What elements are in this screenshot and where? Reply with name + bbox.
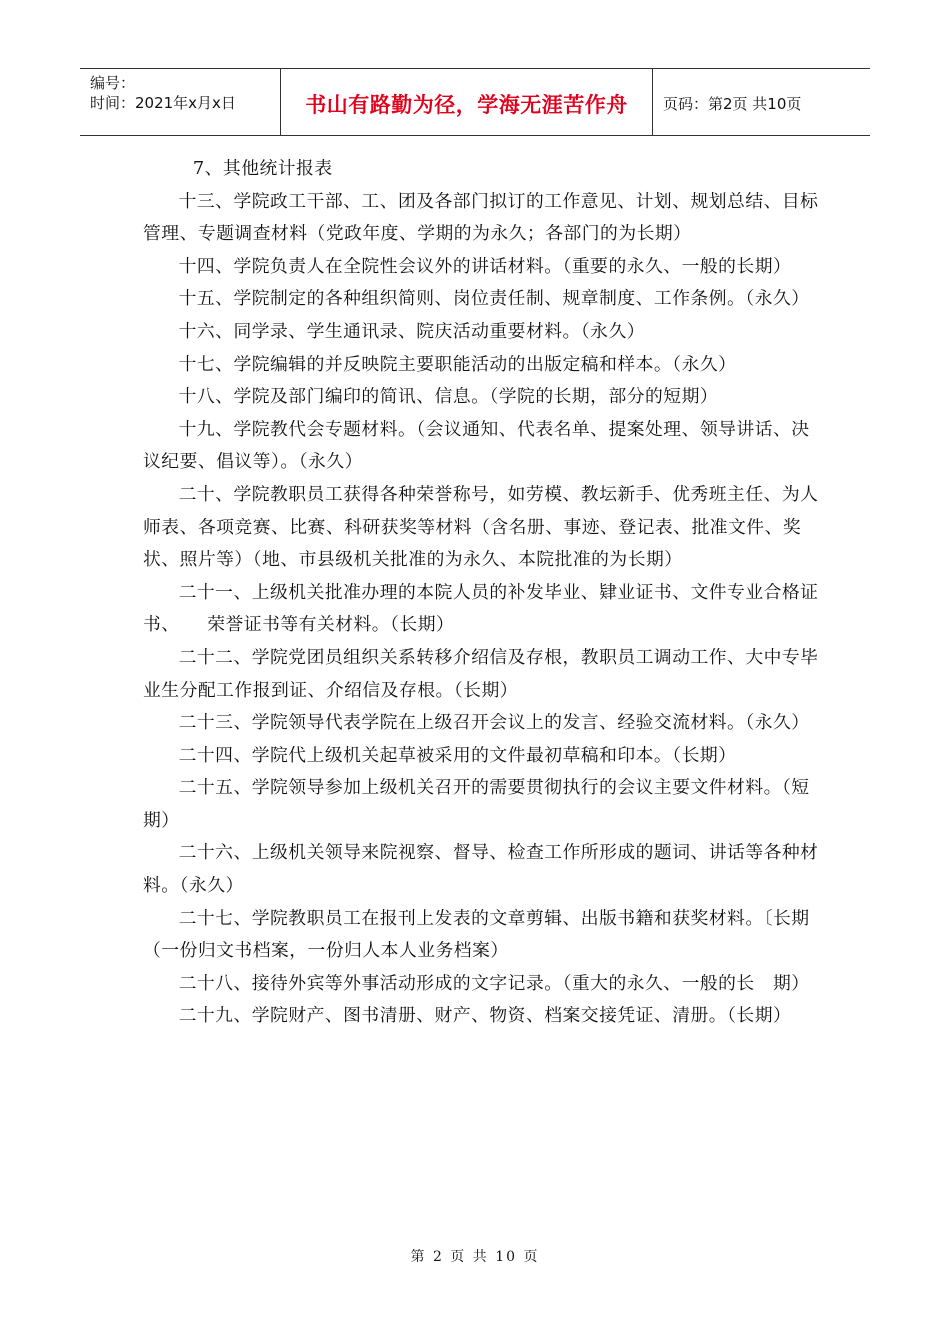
document-date-label: 时间：2021年x月x日 — [90, 94, 236, 112]
page-header — [80, 68, 870, 136]
page-footer: 第 2 页 共 10 页 — [410, 1249, 540, 1265]
body-paragraph: 二十九、学院财产、图书清册、财产、物资、档案交接凭证、清册。（长期） — [178, 1005, 792, 1027]
document-code-label: 编号： — [90, 74, 136, 92]
header-motto-cell — [281, 69, 653, 135]
document-body — [143, 153, 825, 1033]
body-paragraph: 二十一、上级机关批准办理的本院人员的补发毕业、肄业证书、文件专业合格证书、 荣誉证书等有关材料。（长期） — [143, 581, 819, 636]
header-page-info-cell — [653, 69, 870, 135]
body-paragraph: 十九、学院教代会专题材料。（会议通知、代表名单、提案处理、领导讲话、决议纪要、倡议等）。（永久） — [143, 418, 810, 473]
body-paragraph: 十七、学院编辑的并反映院主要职能活动的出版定稿和样本。（永久） — [178, 353, 737, 375]
body-paragraph: 7、其他统计报表 — [192, 158, 333, 179]
body-paragraph: 二十三、学院领导代表学院在上级召开会议上的发言、经验交流材料。（永久） — [178, 712, 810, 734]
body-paragraph: 二十二、学院党团员组织关系转移介绍信及存根，教职员工调动工作、大中专毕业生分配工作报到证、介绍信及存根。（长期） — [143, 646, 819, 701]
header-motto: 书山有路勤为径，学海无涯苦作舟 — [305, 93, 628, 117]
body-paragraph: 二十四、学院代上级机关起草被采用的文件最初草稿和印本。（长期） — [178, 744, 737, 766]
body-paragraph: 二十八、接待外宾等外事活动形成的文字记录。（重大的永久、一般的长 期） — [178, 972, 810, 994]
body-paragraph: 十三、学院政工干部、工、团及各部门拟订的工作意见、计划、规划总结、目标管理、专题调查材料（党政年度、学期的为永久；各部门的为长期） — [143, 190, 819, 245]
header-page-info: 页码：第2页 共10页 — [663, 94, 802, 113]
body-paragraph: 十八、学院及部门编印的简讯、信息。（学院的长期，部分的短期） — [178, 386, 719, 408]
body-paragraph: 十四、学院负责人在全院性会议外的讲话材料。（重要的永久、一般的长期） — [178, 255, 792, 277]
body-paragraph: 二十六、上级机关领导来院视察、督导、检查工作所形成的题词、讲话等各种材料。（永久） — [143, 842, 819, 897]
header-meta — [80, 69, 281, 135]
body-paragraph: 二十五、学院领导参加上级机关召开的需要贯彻执行的会议主要文件材料。（短期） — [143, 777, 810, 831]
body-paragraph: 十五、学院制定的各种组织简则、岗位责任制、规章制度、工作条例。（永久） — [178, 288, 810, 310]
body-paragraph: 二十七、学院教职员工在报刊上发表的文章剪辑、出版书籍和获奖材料。〔长期（一份归文书档案，一份归人本人业务档案） — [143, 907, 810, 962]
body-paragraph: 十六、同学录、学生通讯录、院庆活动重要材料。（永久） — [178, 320, 646, 342]
body-paragraph: 二十、学院教职员工获得各种荣誉称号，如劳模、教坛新手、优秀班主任、为人师表、各项竞赛、比赛、科研获奖等材料（含名册、事迹、登记表、批准文件、奖状、照片等）（地、市县级机关批准的为永久、本院批准的为长期） — [143, 483, 819, 571]
